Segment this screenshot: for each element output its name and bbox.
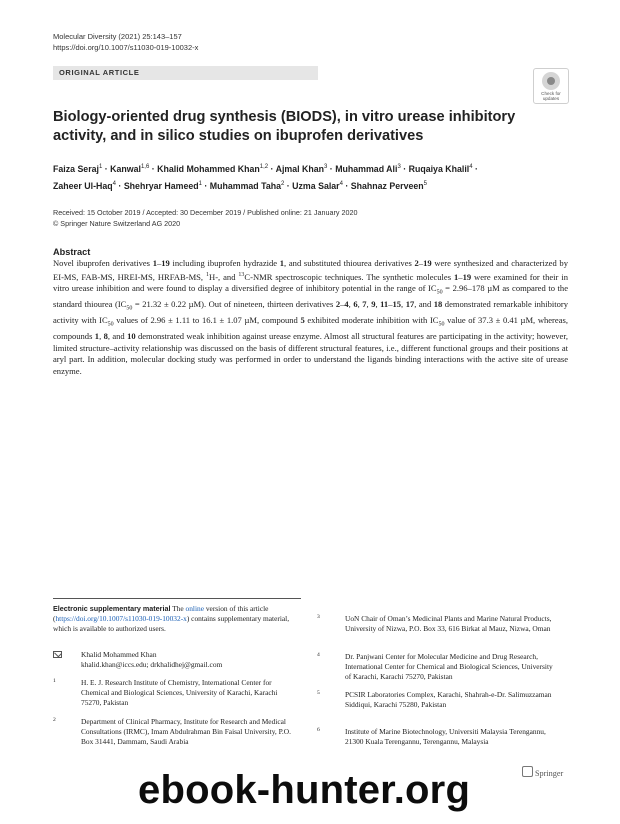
copyright-line: © Springer Nature Switzerland AG 2020 <box>53 218 181 228</box>
doi-line[interactable]: https://doi.org/10.1007/s11030-019-10032-x <box>53 43 199 52</box>
update-icon <box>542 72 560 90</box>
check-for-updates-badge[interactable] <box>533 68 569 104</box>
affiliation: 4 Dr. Panjwani Center for Molecular Medicine and Drug Research, International Center for Chemical and Biological Sciences, University of Karachi, Karachi 75270, Pakistan <box>317 652 553 682</box>
author[interactable]: Shahnaz Perveen$^5$ <box>350 180 427 191</box>
affiliation: 3 UoN Chair of Oman’s Medicinal Plants and Marine Natural Products, University of Nizwa, P.O. Box 33, 616 Birkat al Mauz, Nizwa, Oman <box>317 614 552 634</box>
envelope-icon <box>53 651 62 658</box>
affiliation: 5 PCSIR Laboratories Complex, Karachi, Shahrah-e-Dr. Salimuzzaman Siddiqui, Karachi 75280, Pakistan <box>317 690 552 710</box>
contact-email[interactable]: khalid.khan@iccs.edu; drkhalidhej@gmail.com <box>81 660 223 670</box>
doi-link[interactable]: https://doi.org/10.1007/s11030-019-10032-x <box>55 614 187 624</box>
affiliation: 6 Institute of Marine Biotechnology, Universiti Malaysia Terengannu, 21300 Kuala Terengannu, Terengannu, Malaysia <box>317 727 546 747</box>
corresponding-author <box>53 650 303 670</box>
author[interactable]: Kanwal$^{1,6}$ <box>110 163 150 174</box>
badge-label: Check for updates <box>541 91 561 101</box>
article-type-banner <box>53 66 318 80</box>
affiliation: 1 H. E. J. Research Institute of Chemistry, International Center for Chemical and Biological Sciences, University of Karachi, Karachi 75270, Pakistan <box>53 678 278 708</box>
author[interactable]: Uzma Salar$^4$ <box>292 180 343 191</box>
supplementary-note: Electronic supplementary material The online version of this article (https://doi.org/10.1007/s11030-019-10032-x) contains supplementary material, which is available to authorized users. <box>53 604 290 634</box>
author[interactable]: Muhammad Ali$^3$ <box>335 163 401 174</box>
author[interactable]: Muhammad Taha$^2$ <box>209 180 285 191</box>
author[interactable]: Faiza Seraj$^1$ <box>53 163 103 174</box>
journal-citation <box>53 31 198 53</box>
watermark-text: ebook-hunter.org <box>138 768 471 812</box>
author[interactable]: Shehryar Hameed$^1$ <box>123 180 202 191</box>
esm-heading: Electronic supplementary material <box>53 604 171 613</box>
publication-dates <box>53 208 357 229</box>
abstract-heading: Abstract <box>53 247 91 257</box>
online-link[interactable]: online <box>185 604 204 613</box>
abstract-body: Novel ibuprofen derivatives 1–19 including ibuprofen hydrazide 1, and substituted thiourea derivatives 2–19 were synthesized and characterized by EI-MS, FAB-MS, HREI-MS, HRFAB-MS, $^1$H-, and $^{13}$C-NMR spectroscopic techniques. The synthetic molecules 1–19 were examined for their in vitro urease inhibition and were found to display a diversified degree of inhibitory potential in the range of $IC_{50} = 2.96-178$ µM as compared to the standard thiourea ($IC_{50} = 21.32 \pm 0.22$ µM). Out of nineteen, thirteen derivatives 2–4, 6, 7, 9, 11–15, 17, and 18 demonstrated remarkable inhibitory activity with $IC_{50}$ values of 2.96 ± 1.11 to 16.1 ± 1.07 µM, compound 5 exhibited moderate inhibition with $IC_{50}$ value of 37.3 ± 0.41 µM, whereas, compounds 1, 8, and 10 demonstrated weak inhibition against urease enzyme. Almost all structural features are participating in the activity; however, limited structure–activity relationship was discussed on the basis of different structural features, i.e., different functional groups and their positions at aryl part. In addition, molecular docking study was performed in order to understand the ligands binding interactions with the active site of urease enzyme. <box>53 258 569 376</box>
article-title: Biology-oriented drug synthesis (BIODS), in vitro urease inhibitory activity, and in silico studies on ibuprofen derivatives <box>53 109 516 144</box>
date-line: Received: 15 October 2019 / Accepted: 30 December 2019 / Published online: 21 January 2020 <box>53 208 358 217</box>
author[interactable]: Ajmal Khan$^3$ <box>275 163 328 174</box>
author[interactable]: Zaheer Ul-Haq$^4$ <box>53 180 116 191</box>
article-type-label: ORIGINAL ARTICLE <box>59 68 140 77</box>
affiliation: 2 Department of Clinical Pharmacy, Institute for Research and Medical Consultations (IRMC), Imam Abdulrahman Bin Faisal University, P.O. Box 31441, Dammam, Saudi Arabia <box>53 717 291 747</box>
author-list: Faiza Seraj$^1$ · Kanwal$^{1,6}$ · Khalid Mohammed Khan$^{1,2}$ · Ajmal Khan$^3$ · Muhammad Ali$^3$ · Ruqaiya Khalil$^4$ · Zaheer Ul-Haq$^4$ · Shehryar Hameed$^1$ · Muhammad Taha$^2$ · Uzma Salar$^4$ · Shahnaz Perveen$^5$ <box>53 163 478 191</box>
contact-name: Khalid Mohammed Khan <box>81 650 157 659</box>
journal-line: Molecular Diversity (2021) 25:143–157 <box>53 32 182 41</box>
author[interactable]: Ruqaiya Khalil$^4$ <box>408 163 473 174</box>
author[interactable]: Khalid Mohammed Khan$^{1,2}$ <box>157 163 269 174</box>
springer-horse-icon <box>522 766 533 777</box>
footnote-divider <box>53 598 301 599</box>
publisher-logo: Springer <box>522 766 563 778</box>
